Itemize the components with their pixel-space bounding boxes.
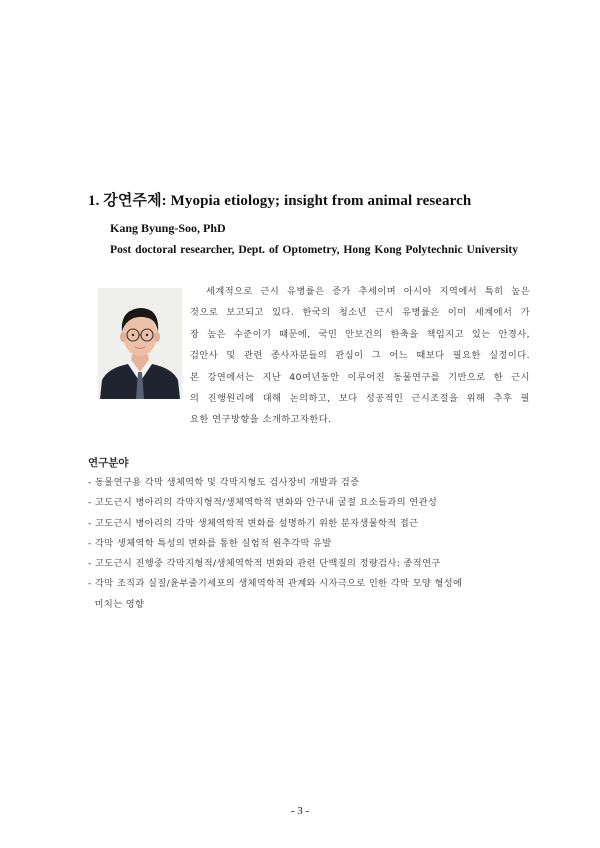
list-item: - 각막 조직과 실질/윤부줄기세포의 생체역학적 관계와 시자극으로 인한 각막 모양 형성에	[88, 578, 463, 590]
research-areas-heading: 연구분야	[88, 457, 129, 469]
speaker-affiliation: Post doctoral researcher, Dept. of Optometry, Hong Kong Polytechnic University	[110, 243, 519, 256]
bio-line: 요한 연구방향을 소개하고자한다.	[190, 414, 332, 426]
list-item: 미치는 영향	[88, 598, 145, 610]
bio-line: 본 강연에서는 지난 40여년동안 이루어진 동물연구를 기반으로 한 근시	[190, 371, 530, 383]
bio-line: 검안사 및 관련 종사자분들의 관심이 그 어느 때보다 필요한 실정이다.	[190, 350, 530, 362]
portrait-image	[98, 288, 182, 399]
lecture-title: 1. 강연주제: Myopia etiology; insight from animal research	[88, 193, 472, 209]
list-item: - 각막 생체역학 특성의 변화를 통한 실험적 원추각막 유발	[88, 537, 332, 549]
speaker-photo	[98, 288, 182, 399]
page-number: - 3 -	[290, 805, 310, 817]
bio-line: 의 진행원리에 대해 논의하고, 보다 성공적인 근시조절을 위해 추후 필	[190, 393, 530, 405]
list-item: - 동물연구용 각막 생체역학 및 각막지형도 검사장비 개발과 검증	[88, 477, 360, 488]
research-areas-list	[88, 473, 462, 615]
list-item: - 고도근시 병아리의 각막지형적/생체역학적 변화와 안구내 굴절 요소들과의 연관성	[88, 497, 438, 509]
speaker-name: Kang Byung-Soo, PhD	[110, 221, 226, 235]
bio-line: 세계적으로 근시 유병률은 증가 추세이며 아시아 지역에서 특히 높은	[206, 286, 530, 297]
bio-line: 것으로 보고되고 있다. 한국의 청소년 근시 유병률은 이미 세계에서 가	[190, 307, 530, 319]
list-item: - 고도근시 진행중 각막지형적/생체역학적 변화와 관련 단백질의 정량검사: 종적연구	[88, 558, 441, 570]
bio-line: 장 높은 수준이기 때문에, 국민 안보건의 한축을 책임지고 있는 안경사,	[190, 328, 530, 340]
list-item: - 고도근시 병아리의 각막 생체역학적 변화를 설명하기 위한 분자생물학적 접근	[88, 517, 419, 529]
speaker-introduction	[190, 281, 530, 431]
